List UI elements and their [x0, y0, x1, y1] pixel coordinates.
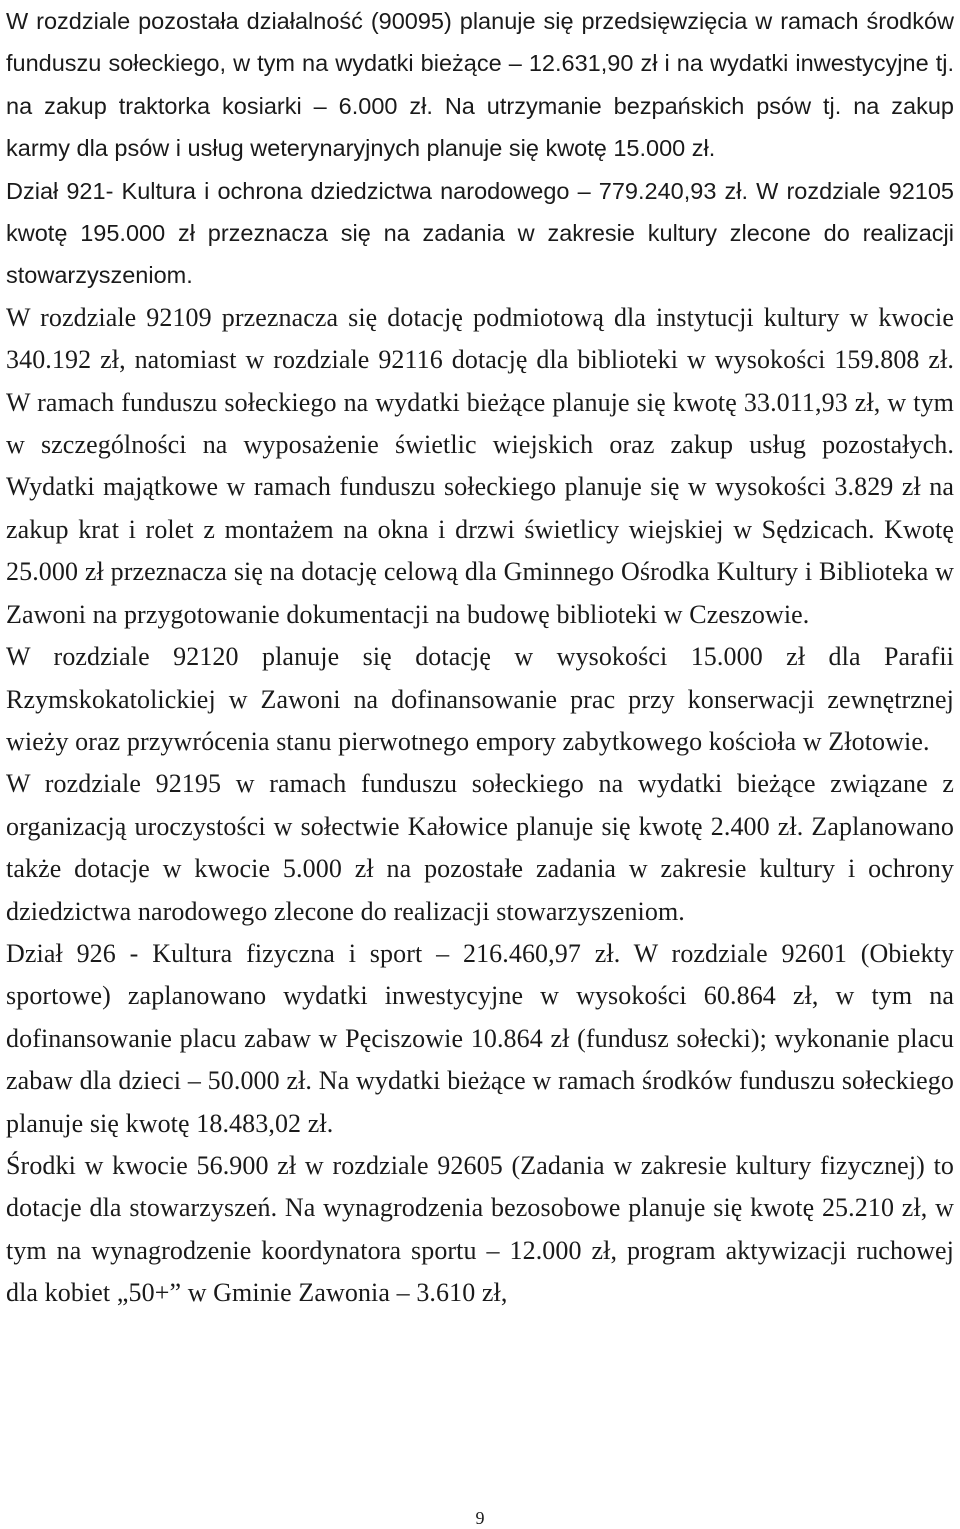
paragraph-dzial-921: Dział 921- Kultura i ochrona dziedzictwa narodowego – 779.240,93 zł. W rozdziale 92105 kwotę 195.000 zł przeznacza się na zadania w zakresie kultury zlecone do realizacji stowarzyszeniom. [6, 177, 954, 289]
document-body [6, 0, 954, 1315]
paragraph-90095: W rozdziale pozostała działalność (90095) planuje się przedsięwzięcia w ramach środków funduszu sołeckiego, w tym na wydatki bieżące – 12.631,90 zł i na wydatki inwestycyjne tj. na zakup traktorka kosiarki – 6.000 zł. Na utrzymanie bezpańskich psów tj. na zakup karmy dla psów i usług weterynaryjnych planuje się kwotę 15.000 zł. [6, 8, 954, 162]
paragraph-dzial-926: Dział 926 - Kultura fizyczna i sport – 216.460,97 zł. W rozdziale 92601 (Obiekty sportowe) zaplanowano wydatki inwestycyjne w wysokości 60.864 zł, w tym na dofinansowanie placu zabaw w Pęciszowie 10.864 zł (fundusz sołecki); wykonanie placu zabaw dla dzieci – 50.000 zł. Na wydatki bieżące w ramach środków funduszu sołeckiego planuje się kwotę 18.483,02 zł. [6, 938, 954, 1138]
page-number: 9 [475, 1508, 485, 1528]
paragraph-92109: W rozdziale 92109 przeznacza się dotację podmiotową dla instytucji kultury w kwocie 340.192 zł, natomiast w rozdziale 92116 dotację dla biblioteki w wysokości 159.808 zł. W ramach funduszu sołeckiego na wydatki bieżące planuje się kwotę 33.011,93 zł, w tym w szczególności na wyposażenie świetlic wiejskich oraz zakup usług pozostałych. Wydatki majątkowe w ramach funduszu sołeckiego planuje się w wysokości 3.829 zł na zakup krat i rolet z montażem na okna i drzwi świetlicy wiejskiej w Sędzicach. Kwotę 25.000 zł przeznacza się na dotację celową dla Gminnego Ośrodka Kultury i Biblioteka w Zawoni na przygotowanie dokumentacji na budowę biblioteki w Czeszowie. [6, 302, 954, 629]
paragraph-92195: W rozdziale 92195 w ramach funduszu sołeckiego na wydatki bieżące związane z organizacją uroczystości w sołectwie Kałowice planuje się kwotę 2.400 zł. Zaplanowano także dotacje w kwocie 5.000 zł na pozostałe zadania w zakresie kultury i ochrony dziedzictwa narodowego zlecone do realizacji stowarzyszeniom. [6, 769, 954, 926]
paragraph-92120: W rozdziale 92120 planuje się dotację w wysokości 15.000 zł dla Parafii Rzymskokatolickiej w Zawoni na dofinansowanie prac przy konserwacji zewnętrznej wieży oraz przywrócenia stanu pierwotnego empory zabytkowego kościoła w Złotowie. [6, 642, 954, 756]
paragraph-92605: Środki w kwocie 56.900 zł w rozdziale 92605 (Zadania w zakresie kultury fizycznej) to dotacje dla stowarzyszeń. Na wynagrodzenia bezosobowe planuje się kwotę 25.210 zł, w tym na wynagrodzenie koordynatora sportu – 12.000 zł, program aktywizacji ruchowej dla kobiet „50+” w Gminie Zawonia – 3.610 zł, [6, 1150, 954, 1308]
